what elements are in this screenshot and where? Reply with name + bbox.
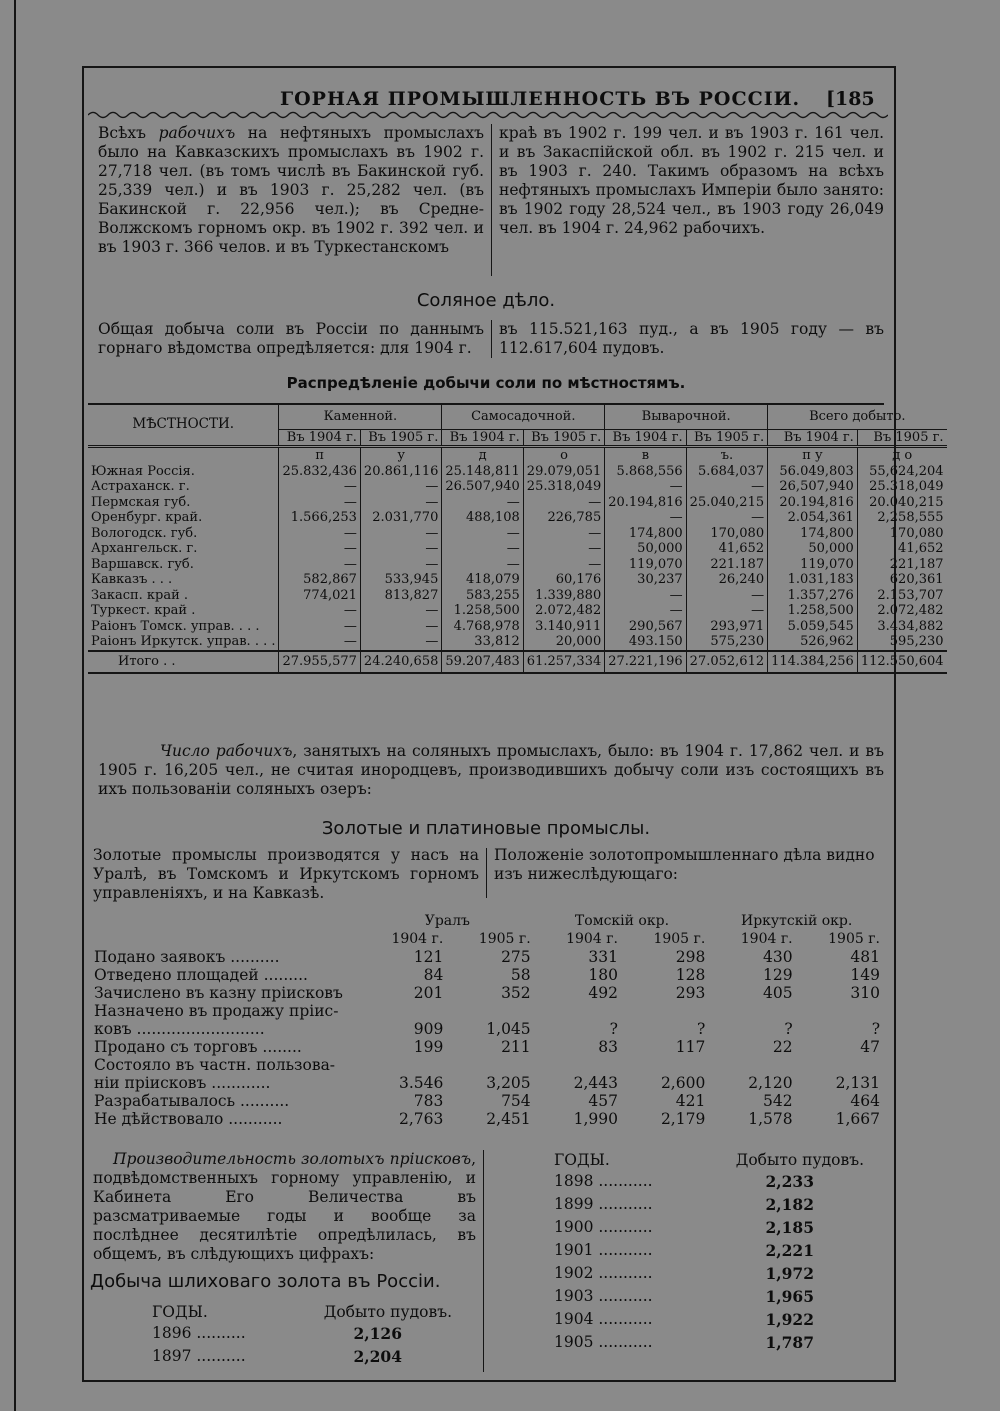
location-name: Оренбург. край. [91, 510, 203, 526]
salt-heading: Соляное дѣло. [416, 290, 556, 311]
total-cell: 112.550,604 [857, 651, 946, 673]
table-cell: 26.507,940 [442, 479, 523, 495]
table-cell: 754 [501, 1092, 531, 1110]
table-cell: — [360, 619, 441, 635]
table-cell: 55,624,204 [857, 464, 946, 480]
table-row [90, 1002, 884, 1020]
table-row [88, 495, 947, 511]
year-row [554, 1239, 864, 1262]
table-cell: 526,962 [768, 634, 858, 651]
table-row [90, 1074, 884, 1092]
table-cell: 84 [423, 966, 444, 984]
year-header: 1904 г. [740, 931, 793, 947]
table-cell: 2,600 [660, 1074, 706, 1092]
table-cell: 418,079 [442, 572, 523, 588]
table-cell: 33,812 [442, 634, 523, 651]
year-header: 1904 г. [566, 931, 618, 947]
table-row [90, 948, 884, 966]
table-cell: 1,667 [835, 1110, 880, 1128]
table-cell: 170,080 [686, 526, 767, 542]
location-name: Архангельск. г. [91, 541, 198, 557]
table-cell: 221.187 [686, 557, 767, 573]
table-row [88, 603, 947, 619]
year-row [152, 1345, 452, 1368]
table-cell: 1.258,500 [768, 603, 858, 619]
table-cell: — [523, 495, 604, 511]
table-cell: 783 [413, 1092, 444, 1110]
units-label: п [279, 447, 360, 464]
year-subheader: Въ 1905 г. [857, 429, 946, 447]
year-row [554, 1262, 864, 1285]
table-cell: 493.150 [605, 634, 686, 651]
mined-value: 2,185 [765, 1218, 814, 1237]
table-cell: — [279, 479, 360, 495]
table-cell: — [442, 526, 523, 542]
oil-workers-left: Всѣхъ рабочихъ на нефтяныхъ промыслахъ было на Кавказскихъ промыслахъ въ 1902 г. 27,718 чел. (въ томъ числѣ въ Бакинской губ. 25,339 чел.) и въ 1903 г. 25,282 чел. (въ Бакинской г. 22,956 чел.); въ Средне-Волжскомъ горномъ окр. въ 1902 г. 392 чел. и въ 1903 г. 366 челов. и въ Туркестанскомъ [98, 124, 484, 256]
row-label: Отведено площадей ......... [94, 966, 308, 984]
location-name: Варшавск. губ. [91, 556, 194, 572]
year-subheader: Въ 1905 г. [686, 429, 767, 447]
table-cell: 909 [413, 1020, 444, 1038]
table-cell: 2.031,770 [360, 510, 441, 526]
col-years-header: ГОДЫ. [554, 1151, 610, 1169]
group-header: Всего добыто. [768, 404, 947, 429]
table-cell [709, 1056, 796, 1074]
table-cell: — [442, 557, 523, 573]
total-row [88, 651, 947, 673]
table-cell: 26,507,940 [768, 479, 858, 495]
table-cell: — [279, 526, 360, 542]
table-cell [360, 1056, 447, 1074]
table-cell: 298 [675, 948, 706, 966]
table-cell: 1,045 [486, 1020, 531, 1038]
table-cell [447, 1056, 534, 1074]
table-cell: 25.040,215 [686, 495, 767, 511]
column-rule [491, 124, 492, 276]
table-cell: 595,230 [857, 634, 946, 651]
table-cell: 2.072,482 [857, 603, 946, 619]
units-row [88, 447, 947, 464]
table-cell: 3.434,882 [857, 619, 946, 635]
column-rule [486, 848, 487, 898]
table-cell: 582,867 [279, 572, 360, 588]
table-cell: — [523, 557, 604, 573]
group-header: Каменной. [279, 404, 442, 429]
year-header: 1905 г. [828, 931, 880, 947]
table-cell: 492 [588, 984, 618, 1002]
mined-value: 2,182 [765, 1195, 814, 1214]
gold-heading: Золотые и платиновые промыслы. [321, 818, 651, 839]
table-cell: 2,131 [835, 1074, 880, 1092]
table-cell: 430 [763, 948, 793, 966]
table-cell: 58 [510, 966, 531, 984]
year-label: 1904 ........... [554, 1310, 653, 1328]
table-cell: 575,230 [686, 634, 767, 651]
location-name: Пермская губ. [91, 494, 191, 510]
salt-distribution-table [88, 404, 947, 674]
table-cell: 5.868,556 [605, 464, 686, 480]
year-label: 1901 ........... [554, 1241, 653, 1259]
row-label: Назначено въ продажу пріис- [94, 1002, 339, 1020]
table-cell: 405 [763, 984, 793, 1002]
table-cell: 293,971 [686, 619, 767, 635]
col-mined-header: Добыто пудовъ. [735, 1151, 864, 1169]
table-cell: 1,990 [573, 1110, 618, 1128]
year-subheader: Въ 1905 г. [360, 429, 441, 447]
table-cell: 20.194,816 [605, 495, 686, 511]
table-row [88, 588, 947, 604]
table-cell: 457 [588, 1092, 618, 1110]
table-row [88, 541, 947, 557]
table-cell: 25.148,811 [442, 464, 523, 480]
table-cell: 3.546 [398, 1074, 444, 1092]
productivity-paragraph: Производительность золотыхъ пріисковъ, подвѣдомственныхъ горному управленію, и Кабинета Его Величества въ разсматриваемые годы и вообще за послѣднее десятилѣтіе опредѣлилась, въ общемъ, въ слѣдующихъ цифрахъ: [93, 1150, 476, 1263]
table-row [88, 572, 947, 588]
table-cell: 481 [850, 948, 880, 966]
year-row [554, 1170, 864, 1193]
placer-gold-title: Добыча шлиховаго золота въ Россіи. [90, 1271, 441, 1292]
total-cell: 61.257,334 [523, 651, 604, 673]
col-mined-header: Добыто пудовъ. [323, 1303, 452, 1321]
year-label: 1902 ........... [554, 1264, 653, 1282]
table-cell: 2,451 [486, 1110, 531, 1128]
table-cell: — [686, 588, 767, 604]
table-cell: 41,652 [686, 541, 767, 557]
table-cell [447, 1002, 534, 1020]
table-cell [535, 1002, 622, 1020]
table-cell: — [523, 541, 604, 557]
total-cell: 24.240,658 [360, 651, 441, 673]
year-subheader: Въ 1904 г. [442, 429, 523, 447]
table-cell: — [279, 541, 360, 557]
table-cell: 293 [675, 984, 706, 1002]
table-cell: 41,652 [857, 541, 946, 557]
year-label: 1905 ........... [554, 1333, 653, 1351]
table-cell: 211 [501, 1038, 531, 1056]
table-cell: 275 [501, 948, 531, 966]
row-label: Подано заявокъ .......... [94, 948, 280, 966]
year-row [554, 1193, 864, 1216]
mined-value: 1,787 [765, 1333, 814, 1352]
table-row [88, 557, 947, 573]
year-label: 1898 ........... [554, 1172, 653, 1190]
table-cell: — [686, 603, 767, 619]
table-cell: 121 [413, 948, 444, 966]
row-label: Состояло въ частн. пользова- [94, 1056, 336, 1074]
table-cell: — [605, 603, 686, 619]
table-cell: ? [784, 1020, 793, 1038]
table-cell: 1.258,500 [442, 603, 523, 619]
mined-value: 1,922 [765, 1310, 814, 1329]
placer-years-left [152, 1302, 452, 1368]
table-cell: 199 [413, 1038, 444, 1056]
table-cell: 1.031,183 [768, 572, 858, 588]
mined-value: 1,965 [765, 1287, 814, 1306]
gold-intro-left: Золотые промыслы производятся у насъ на Уралѣ, въ Томскомъ и Иркутскомъ горномъ управленіяхъ, и на Кавказѣ. [93, 846, 479, 902]
table-cell: 774,021 [279, 588, 360, 604]
table-cell: 20.040,215 [857, 495, 946, 511]
row-label: Не дѣйствовало ........... [94, 1110, 283, 1128]
table-cell: — [279, 634, 360, 651]
table-row [90, 1110, 884, 1128]
year-subheader: Въ 1905 г. [523, 429, 604, 447]
table-cell: — [360, 541, 441, 557]
table-cell: 542 [763, 1092, 793, 1110]
table-cell: 174,800 [768, 526, 858, 542]
table-cell: 2,258,555 [857, 510, 946, 526]
total-cell: 114.384,256 [768, 651, 858, 673]
table-row [90, 1056, 884, 1074]
table-cell: 290,567 [605, 619, 686, 635]
table-cell: 30,237 [605, 572, 686, 588]
location-name: Туркест. край . [91, 603, 196, 619]
table-cell: — [360, 634, 441, 651]
table-cell: 2.153,707 [857, 588, 946, 604]
table-cell: 47 [860, 1038, 880, 1056]
table-cell: 50,000 [768, 541, 858, 557]
table-cell: — [686, 479, 767, 495]
table-cell: 22 [772, 1038, 793, 1056]
mined-value: 1,972 [765, 1264, 814, 1283]
table-cell: 2,443 [573, 1074, 618, 1092]
year-header: 1905 г. [653, 931, 706, 947]
table-cell: 488,108 [442, 510, 523, 526]
total-cell: 27.221,196 [605, 651, 686, 673]
table-cell: 128 [675, 966, 706, 984]
table-cell: 5.684,037 [686, 464, 767, 480]
table-cell: — [360, 557, 441, 573]
table-row [88, 526, 947, 542]
row-label: Продано съ торговъ ........ [94, 1038, 302, 1056]
table-cell: — [279, 495, 360, 511]
salt-intro-left: Общая добыча соли въ Россіи по даннымъ горнаго вѣдомства опредѣляется: для 1904 г. [98, 320, 484, 357]
year-label: 1899 ........... [554, 1195, 653, 1213]
units-label: д о [857, 447, 946, 464]
oil-workers-right: краѣ въ 1902 г. 199 чел. и въ 1903 г. 161 чел. и въ Закаспійской обл. въ 1902 г. 215 чел. и въ 1903 г. 240. Такимъ образомъ на всѣхъ нефтяныхъ промыслахъ Имперіи было занято: въ 1902 году 28,524 чел., въ 1903 году 26,049 чел. въ 1904 г. 24,962 рабочихъ. [499, 124, 884, 237]
table-cell [360, 1002, 447, 1020]
table-cell [797, 1056, 884, 1074]
table-row [90, 966, 884, 984]
page-number: [185 [826, 88, 875, 110]
table-cell: 4.768,978 [442, 619, 523, 635]
table-row [90, 1092, 884, 1110]
col-location-header: МѢСТНОСТИ. [132, 416, 235, 432]
table-cell: 60,176 [523, 572, 604, 588]
units-label: о [523, 447, 604, 464]
year-row [152, 1322, 452, 1345]
table-cell: 533,945 [360, 572, 441, 588]
year-header: 1904 г. [391, 931, 444, 947]
salt-workers-paragraph: Число рабочихъ, занятыхъ на соляныхъ промыслахъ, было: въ 1904 г. 17,862 чел. и въ 1905 г. 16,205 чел., не считая инородцевъ, производившихъ добычу соли изъ состоящихъ въ ихъ пользованіи соляныхъ озеръ: [98, 742, 884, 798]
row-label: Зачислено въ казну пріисковъ [94, 984, 343, 1002]
table-cell [535, 1056, 622, 1074]
table-cell: 50,000 [605, 541, 686, 557]
table-cell: 149 [850, 966, 880, 984]
table-cell: 310 [850, 984, 880, 1002]
table-cell: 5.059,545 [768, 619, 858, 635]
table-cell: 25.832,436 [279, 464, 360, 480]
table-row [88, 464, 947, 480]
table-cell: 464 [850, 1092, 880, 1110]
table-cell: 226,785 [523, 510, 604, 526]
table-cell: 25.318,049 [857, 479, 946, 495]
row-label: Разрабатывалось .......... [94, 1092, 290, 1110]
table-cell: — [442, 495, 523, 511]
table-cell [622, 1002, 709, 1020]
outer-left-rule [14, 0, 16, 1411]
table-cell: — [605, 479, 686, 495]
year-label: 1897 .......... [152, 1347, 246, 1365]
table-cell: 2,763 [398, 1110, 444, 1128]
table-cell: 83 [598, 1038, 618, 1056]
table-row [88, 510, 947, 526]
table-cell: 180 [588, 966, 618, 984]
row-label: ковъ .......................... [94, 1020, 265, 1038]
year-row [554, 1331, 864, 1354]
table-cell: 2,179 [660, 1110, 706, 1128]
gold-intro-right: Положеніе золотопромышленнаго дѣла видно изъ нижеслѣдующаго: [494, 846, 875, 883]
location-name: Вологодск. губ. [91, 525, 198, 541]
location-name: Закасп. край . [91, 587, 189, 603]
location-name: Астраханск. г. [91, 479, 190, 495]
gold-claims-table [90, 912, 884, 1128]
salt-table-title: Распредѣленіе добычи соли по мѣстностямъ. [286, 374, 686, 392]
region-header: Томскій окр. [574, 913, 670, 929]
table-cell: 2.054,361 [768, 510, 858, 526]
placer-years-right [554, 1150, 864, 1354]
total-cell: 59.207,483 [442, 651, 523, 673]
table-cell: 20.861,116 [360, 464, 441, 480]
col-years-header: ГОДЫ. [152, 1303, 208, 1321]
year-label: 1900 ........... [554, 1218, 653, 1236]
table-cell: 1.357,276 [768, 588, 858, 604]
year-label: 1896 .......... [152, 1324, 246, 1342]
table-cell: 26,240 [686, 572, 767, 588]
column-rule [483, 1150, 484, 1372]
units-label: д [442, 447, 523, 464]
table-cell: 352 [501, 984, 531, 1002]
year-row [554, 1308, 864, 1331]
table-cell [797, 1002, 884, 1020]
table-cell: — [686, 510, 767, 526]
table-cell: ? [697, 1020, 706, 1038]
table-cell: ? [609, 1020, 618, 1038]
table-cell: — [279, 557, 360, 573]
table-cell: — [360, 495, 441, 511]
running-head: ГОРНАЯ ПРОМЫШЛЕННОСТЬ ВЪ РОССІИ. [280, 88, 801, 110]
group-header: Самосадочной. [442, 404, 605, 429]
table-cell: — [605, 510, 686, 526]
year-subheader: Въ 1904 г. [768, 429, 858, 447]
table-cell: — [523, 526, 604, 542]
table-cell: 3,205 [486, 1074, 531, 1092]
location-name: Раіонъ Томск. управ. . . . [91, 618, 260, 634]
table-cell: 170,080 [857, 526, 946, 542]
table-cell: 129 [763, 966, 793, 984]
table-cell: 25.318,049 [523, 479, 604, 495]
year-subheader: Въ 1904 г. [605, 429, 686, 447]
table-cell: — [605, 588, 686, 604]
location-name: Кавказъ . . . [91, 572, 173, 588]
table-cell: 221,187 [857, 557, 946, 573]
column-rule [491, 320, 492, 358]
table-cell: 1,578 [748, 1110, 793, 1128]
table-cell: 117 [675, 1038, 706, 1056]
location-name: Южная Россія. [91, 463, 195, 479]
table-cell: 174,800 [605, 526, 686, 542]
table-row [88, 619, 947, 635]
year-row [554, 1285, 864, 1308]
total-cell: 27.052,612 [686, 651, 767, 673]
table-row [90, 1038, 884, 1056]
table-cell: 29.079,051 [523, 464, 604, 480]
table-cell: 813,827 [360, 588, 441, 604]
region-header: Уралъ [424, 913, 470, 929]
table-cell: 119,070 [768, 557, 858, 573]
table-row [90, 984, 884, 1002]
table-cell: 3.140,911 [523, 619, 604, 635]
table-cell: 20,000 [523, 634, 604, 651]
region-header: Иркутскій окр. [740, 913, 853, 929]
table-cell: 2,120 [748, 1074, 793, 1092]
year-label: 1903 ........... [554, 1287, 653, 1305]
salt-intro-right: въ 115.521,163 пуд., а въ 1905 году — въ 112.617,604 пудовъ. [499, 320, 884, 357]
table-cell: 119,070 [605, 557, 686, 573]
group-header: Выварочной. [605, 404, 768, 429]
table-cell: 201 [413, 984, 444, 1002]
location-name: Раіонъ Иркутск. управ. . . . [91, 634, 276, 650]
total-cell: 27.955,577 [279, 651, 360, 673]
units-label: ъ. [686, 447, 767, 464]
mined-value: 2,221 [765, 1241, 814, 1260]
mined-value: 2,204 [353, 1347, 402, 1366]
table-cell: — [360, 603, 441, 619]
table-cell [709, 1002, 796, 1020]
mined-value: 2,126 [353, 1324, 402, 1343]
table-cell: 1.339,880 [523, 588, 604, 604]
wavy-rule [88, 110, 888, 120]
table-cell: 20.194,816 [768, 495, 858, 511]
table-row [90, 1020, 884, 1038]
table-cell: 583,255 [442, 588, 523, 604]
mined-value: 2,233 [765, 1172, 814, 1191]
table-cell: — [279, 619, 360, 635]
table-cell: 331 [588, 948, 618, 966]
units-label: п у [768, 447, 858, 464]
table-cell: — [360, 479, 441, 495]
table-cell: 2.072,482 [523, 603, 604, 619]
year-row [554, 1216, 864, 1239]
year-header: 1905 г. [478, 931, 531, 947]
table-cell: ? [871, 1020, 880, 1038]
table-cell: 1.566,253 [279, 510, 360, 526]
table-row [88, 634, 947, 651]
table-cell: 56.049,803 [768, 464, 858, 480]
units-label: в [605, 447, 686, 464]
row-label: ніи пріисковъ ............ [94, 1074, 271, 1092]
table-cell [622, 1056, 709, 1074]
table-cell: 421 [675, 1092, 706, 1110]
table-row [88, 479, 947, 495]
table-cell: — [279, 603, 360, 619]
units-label: у [360, 447, 441, 464]
table-cell: 620,361 [857, 572, 946, 588]
table-cell: — [442, 541, 523, 557]
table-cell: — [360, 526, 441, 542]
year-subheader: Въ 1904 г. [279, 429, 360, 447]
total-label: Итого . . [118, 654, 176, 669]
